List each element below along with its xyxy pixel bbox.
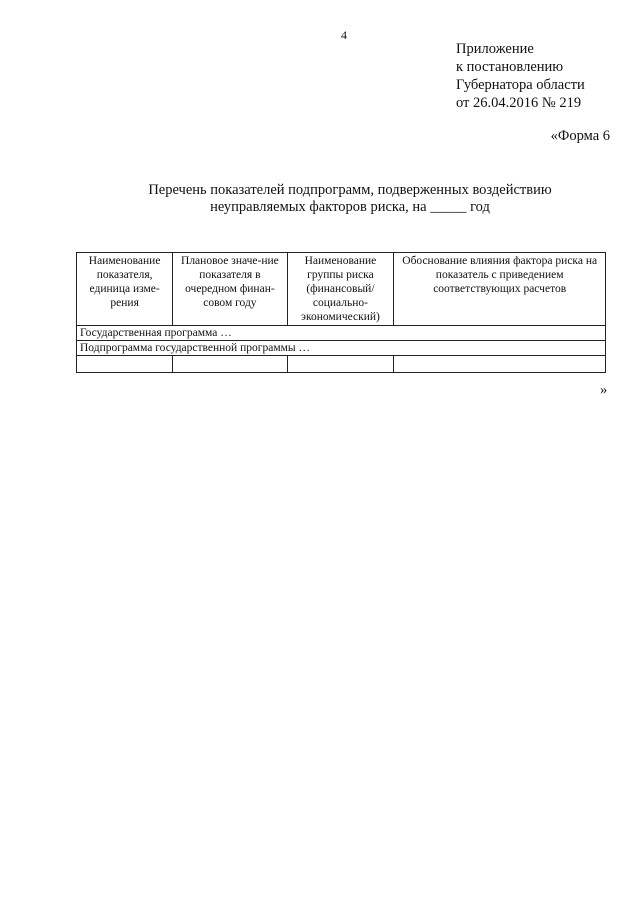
appendix-line: к постановлению [456, 59, 564, 75]
table-row [77, 341, 606, 356]
table-cell [77, 356, 173, 373]
closing-quote: » [600, 382, 608, 398]
table-cell [173, 356, 287, 373]
appendix-line: Приложение [456, 41, 534, 57]
header-risk-group: Наименование группы риска (финансовый/ социально-экономический) [287, 253, 394, 326]
appendix-line: от 26.04.2016 № 219 [456, 95, 582, 111]
appendix-block [456, 40, 585, 112]
table-row [77, 326, 606, 341]
appendix-line: Губернатора области [456, 77, 585, 93]
form-label: «Форма 6 [550, 128, 610, 144]
title-line-1: Перечень показателей подпрограмм, подверженных воздействию [148, 182, 552, 198]
title-line-2: неуправляемых факторов риска, на _____ год [210, 199, 490, 215]
header-indicator-name: Наименование показателя, единица изме-рения [77, 253, 173, 326]
document-title [0, 182, 640, 216]
indicators-table [76, 252, 606, 373]
header-planned-value: Плановое значе-ние показателя в очередном финан-совом году [173, 253, 287, 326]
table-row [77, 356, 606, 373]
state-program-row: Государственная программа … [77, 326, 606, 341]
page-number: 4 [341, 28, 347, 42]
subprogram-row: Подпрограмма государственной программы … [77, 341, 606, 356]
header-justification: Обоснование влияния фактора риска на показатель с приведением соответствующих расчетов [394, 253, 606, 326]
table-cell [394, 356, 606, 373]
table-cell [287, 356, 394, 373]
table-header-row [77, 253, 606, 326]
